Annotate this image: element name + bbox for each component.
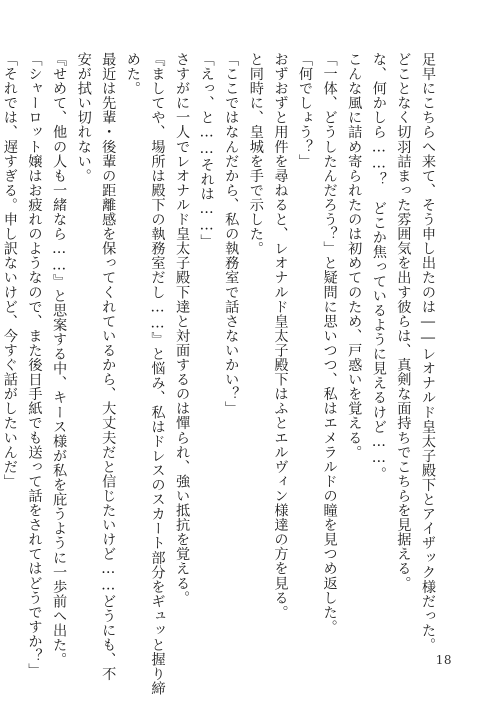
- text-line: 『ましてや、場所は殿下の執務室だし……』と悩み、私はドレスのスカート部分をギュッと握り締: [149, 52, 166, 696]
- text-line: こんな風に詰め寄られたのは初めてのため、戸惑いを覚える。: [346, 52, 363, 460]
- text-line: 「一体、どうしたんだろう？」と疑問に思いつつ、私はエメラルドの瞳を見つめ返した。: [321, 52, 338, 634]
- text-line: さすがに一人でレオナルド皇太子殿下達と対面するのは憚られ、強い抵抗を覚える。: [174, 52, 191, 605]
- text-line: めた。: [124, 52, 141, 96]
- page-number: 18: [435, 653, 452, 667]
- text-line: 「えっ、と……それは……」: [198, 52, 215, 249]
- text-line: な、何かしら……？ どこか焦っているように見えるけど……。: [370, 52, 387, 482]
- text-line: 「ここではなんだから、私の執務室で話さないかい？」: [223, 52, 240, 416]
- body-text: [0, 52, 440, 696]
- text-line: 「それでは、遅すぎる。申し訳ないけど、今すぐ話がしたいんだ」: [1, 52, 18, 489]
- text-line: 「何でしょう？」: [297, 52, 314, 169]
- text-line: 足早にこちらへ来て、そう申し出たのは――レオナルド皇太子殿下とアイザック様だった。: [420, 52, 436, 653]
- text-line: 最近は先輩・後輩の距離感を保ってくれているから、大丈夫だと信じたいけど……どうにも、不: [100, 52, 117, 682]
- text-line: と同時に、皇城を手で示した。: [247, 52, 264, 256]
- text-line: 安が拭い切れない。: [75, 52, 92, 183]
- text-line: どことなく切羽詰まった雰囲気を出す彼らは、真剣な面持ちでこちらを見据える。: [395, 52, 412, 591]
- text-line: おずおずと用件を尋ねると、レオナルド皇太子殿下はふとエルヴィン様達の方を見る。: [272, 52, 289, 620]
- text-line: 『せめて、他の人も一緒なら……』と思案する中、キース様が私を庇うように一歩前へ出た。: [51, 52, 68, 667]
- text-line: 「シャーロット嬢はお疲れのようなので、また後日手紙でも送って話をされてはどうですか？」: [26, 52, 43, 678]
